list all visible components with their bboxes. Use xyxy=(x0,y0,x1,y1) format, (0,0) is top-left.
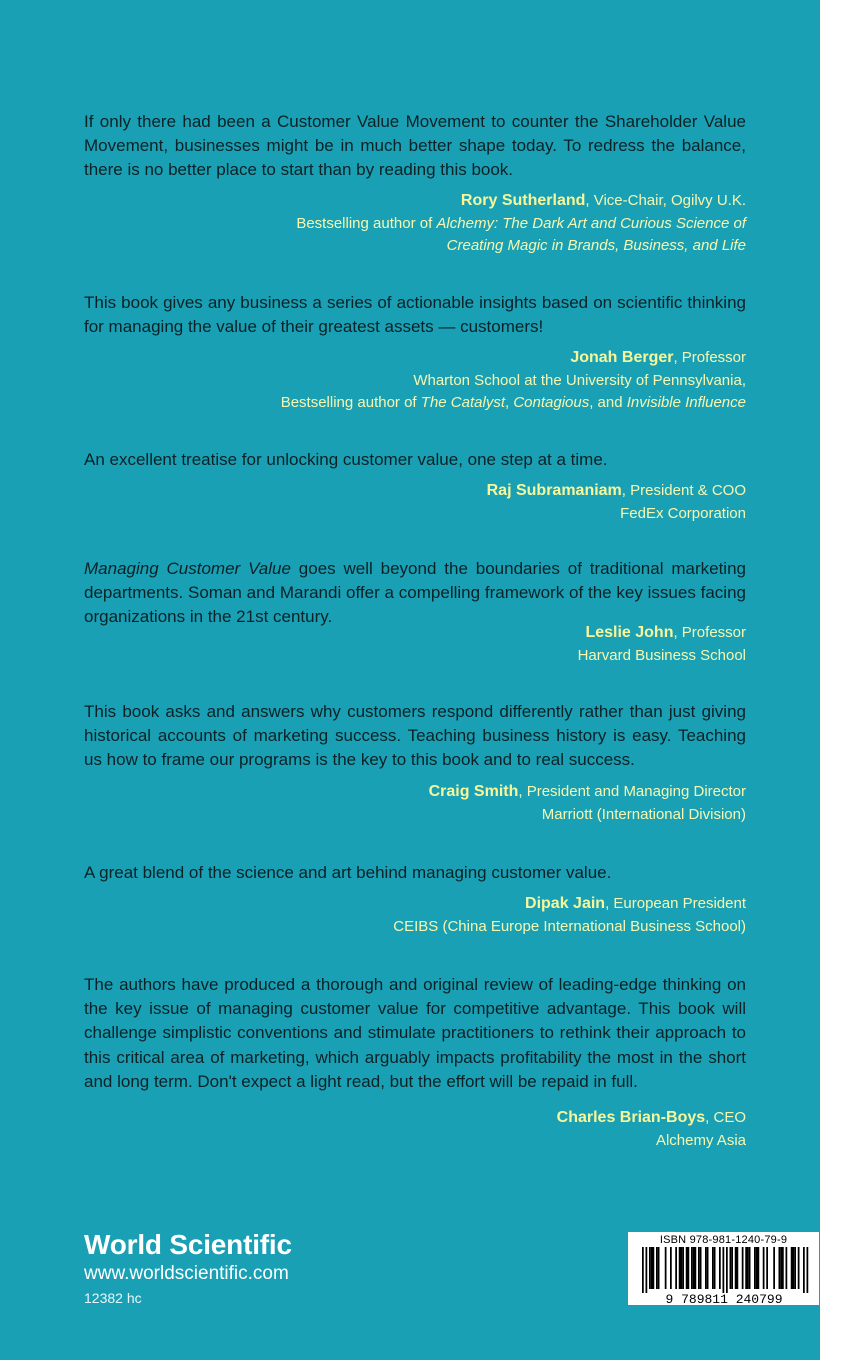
endorser-credit-prefix: Bestselling author of xyxy=(296,214,437,232)
endorser-name: Dipak Jain xyxy=(525,895,606,912)
barcode-bar xyxy=(653,1247,655,1289)
endorsement-quote-5: This book asks and answers why customers respond differently rather than just giving historical accounts of marketing success. Teaching business history is easy. Teaching us how to frame our programs is the key to this book and to real success. xyxy=(84,702,746,770)
endorser-name: Charles Brian-Boys xyxy=(556,1109,706,1126)
barcode-graphic xyxy=(632,1247,816,1305)
barcode-bar xyxy=(737,1247,739,1289)
barcode-bar xyxy=(735,1247,737,1289)
endorsement-quote-1: If only there had been a Customer Value Movement to counter the Shareholder Value Movement, businesses might be in much better shape today. To redress the balance, there is no better place to start than by reading this book. xyxy=(84,112,746,180)
endorser-affiliation: FedEx Corporation xyxy=(620,504,746,522)
endorser-role: , Professor xyxy=(673,349,746,366)
barcode-bar xyxy=(807,1247,809,1293)
barcode-bar xyxy=(730,1247,732,1289)
endorser-role: , President & COO xyxy=(621,482,746,499)
barcode-bar xyxy=(698,1247,700,1289)
barcode-bar xyxy=(714,1247,716,1289)
endorser-role: , CEO xyxy=(705,1109,746,1126)
publisher-block xyxy=(84,1228,292,1308)
barcode-bar xyxy=(742,1247,744,1289)
publisher-url: www.worldscientific.com xyxy=(84,1263,289,1284)
barcode-bar xyxy=(798,1247,800,1289)
endorser-book-title: The Catalyst xyxy=(420,394,505,411)
endorser-role: , Vice-Chair, Ogilvy U.K. xyxy=(585,192,746,209)
barcode-bar xyxy=(712,1247,714,1289)
barcode-bar xyxy=(693,1247,695,1289)
endorser-book-title-cont: Creating Magic in Brands, Business, and Life xyxy=(446,237,746,254)
quote-text: goes well beyond the boundaries of traditional marketing departments. Soman and Marandi offer a compelling framework of the key issues facing organizations in the 21st century. xyxy=(84,559,746,627)
barcode-bar xyxy=(754,1247,756,1289)
barcode-bar xyxy=(675,1247,677,1289)
endorser-role: , Professor xyxy=(673,624,746,641)
barcode-bar xyxy=(665,1247,667,1289)
barcode-bar xyxy=(707,1247,709,1289)
endorsement-quote-3: An excellent treatise for unlocking customer value, one step at a time. xyxy=(84,450,608,469)
endorser-book-title: Alchemy: The Dark Art and Curious Science of xyxy=(436,214,746,232)
barcode-bar xyxy=(681,1247,683,1289)
publisher-name: World Scientific xyxy=(84,1229,292,1260)
endorsement-attribution-6 xyxy=(146,893,746,938)
endorser-role: , European President xyxy=(605,895,746,912)
barcode-bar xyxy=(749,1247,751,1289)
endorsement-attribution-3 xyxy=(146,480,746,525)
barcode-bar xyxy=(763,1247,765,1289)
endorser-affiliation: Harvard Business School xyxy=(577,646,746,664)
barcode-bar xyxy=(719,1247,721,1289)
barcode-bar xyxy=(688,1247,690,1289)
barcode-bar xyxy=(793,1247,795,1289)
barcode-bar xyxy=(726,1247,728,1293)
barcode-bar xyxy=(651,1247,653,1289)
separator: , and xyxy=(589,394,627,411)
barcode-bar xyxy=(773,1247,775,1289)
endorsement-quote-6: A great blend of the science and art behind managing customer value. xyxy=(84,863,612,882)
barcode-bar xyxy=(780,1247,782,1289)
barcode-bar xyxy=(656,1247,658,1289)
barcode-bar xyxy=(756,1247,758,1289)
endorser-name: Craig Smith xyxy=(428,783,519,800)
endorser-book-title: Contagious xyxy=(513,394,590,411)
barcode-digits: 9 789811 240799 xyxy=(665,1292,783,1305)
endorsement-quote-2: This book gives any business a series of actionable insights based on scientific thinking for managing the value of their greatest assets — customers! xyxy=(84,293,746,337)
barcode-bar xyxy=(758,1247,760,1289)
endorser-name: Rory Sutherland xyxy=(460,192,586,209)
endorser-affiliation: Marriott (International Division) xyxy=(541,805,746,823)
product-code: 12382 hc xyxy=(84,1290,142,1306)
endorsement-attribution-2 xyxy=(146,347,746,415)
isbn-label: ISBN 978-981-1240-79-9 xyxy=(659,1234,788,1246)
isbn-barcode xyxy=(628,1232,819,1305)
book-title-italic: Managing Customer Value xyxy=(84,559,291,578)
barcode-bar xyxy=(700,1247,702,1289)
barcode-bar xyxy=(705,1247,707,1289)
endorsement-attribution-5 xyxy=(146,781,746,826)
endorser-name: Raj Subramaniam xyxy=(486,482,622,499)
endorser-book-title: Invisible Influence xyxy=(626,394,746,411)
endorsement-attribution-7 xyxy=(146,1107,746,1152)
barcode-bar xyxy=(779,1247,781,1289)
barcode-bar xyxy=(745,1247,747,1289)
barcode-bar xyxy=(649,1247,651,1289)
barcode-bar xyxy=(723,1247,725,1293)
endorsement-attribution-4 xyxy=(146,622,746,667)
barcode-bar xyxy=(786,1247,788,1289)
barcode-bar xyxy=(691,1247,693,1289)
barcode-bar xyxy=(782,1247,784,1289)
endorser-affiliation: Alchemy Asia xyxy=(655,1131,746,1149)
endorser-affiliation: Wharton School at the University of Pennsylvania, xyxy=(413,371,746,389)
endorsement-quote-7: The authors have produced a thorough and original review of leading-edge thinking on the key issue of managing customer value for competitive advantage. This book will challenge simplistic conventions and stimulate practitioners to rethink their approach to this critical area of marketing, which arguably impacts profitability the most in the short and long term. Don't expect a light read, but the effort will be repaid in full. xyxy=(84,975,746,1091)
barcode-bar xyxy=(731,1247,733,1289)
separator: , xyxy=(504,394,514,411)
barcode-bar xyxy=(766,1247,768,1289)
barcode-bar xyxy=(679,1247,681,1289)
barcode-bar xyxy=(695,1247,697,1289)
barcode-bar xyxy=(670,1247,672,1289)
barcode-bar xyxy=(646,1247,648,1293)
barcode-bar xyxy=(794,1247,796,1289)
barcode-bar xyxy=(682,1247,684,1289)
endorsement-quote-4 xyxy=(84,557,746,630)
endorser-name: Jonah Berger xyxy=(570,349,674,366)
barcode-bar xyxy=(791,1247,793,1289)
barcode-bar xyxy=(686,1247,688,1289)
barcode-bar xyxy=(658,1247,660,1289)
barcode-bar xyxy=(642,1247,644,1293)
barcode-bar xyxy=(747,1247,749,1289)
endorser-role: , President and Managing Director xyxy=(518,783,746,800)
endorsement-attribution-1 xyxy=(146,190,746,258)
barcode-bar xyxy=(803,1247,805,1293)
endorser-name: Leslie John xyxy=(585,624,674,641)
endorser-affiliation: CEIBS (China Europe International Business School) xyxy=(393,917,746,935)
endorser-credit-prefix: Bestselling author of xyxy=(280,394,421,411)
